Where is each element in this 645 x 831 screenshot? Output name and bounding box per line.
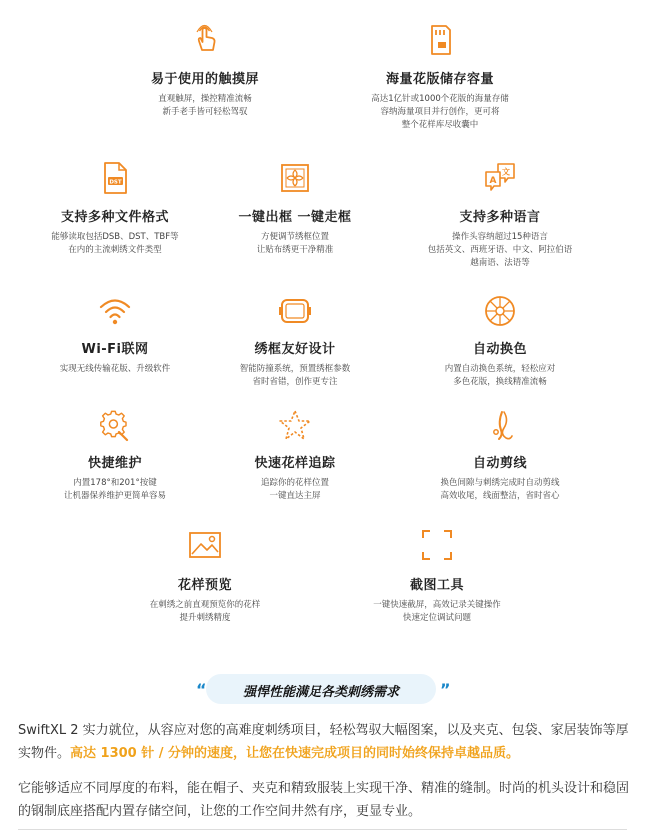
svg-text:DST: DST (109, 179, 122, 186)
divider (18, 829, 627, 830)
screenshot-icon (419, 527, 455, 563)
language-icon (482, 160, 518, 196)
dst-file-icon (97, 160, 133, 196)
feature-desc: 在刺绣之前直观预览你的花样 提升刺绣精度 (149, 600, 261, 623)
feature-title: 海量花版储存容量 (385, 72, 494, 87)
paragraph-highlight: 高达 1300 针 / 分钟的速度，让您在快速完成项目的同时始终保持卓越品质。 (70, 746, 520, 761)
feature-preview (130, 527, 280, 625)
feature-trace (225, 408, 365, 503)
feature-frame (225, 160, 365, 257)
feature-title: 快捷维护 (87, 456, 142, 471)
feature-hoop (225, 293, 365, 389)
feature-storage (340, 22, 540, 132)
feature-title: 绣框友好设计 (254, 342, 336, 357)
paragraph-text: SwiftXL 2 实力就位，从容应对您的高难度刺绣项目，轻松驾驭大幅图案，以及夹克、包袋、家居装饰等厚实物件。 (18, 723, 629, 761)
section-banner (196, 674, 456, 704)
feature-desc: 换色间隙与刺绣完成时自动剪线 高效收尾，线面整洁，省时省心 (440, 478, 560, 501)
feature-title: 一键出框 一键走框 (238, 210, 352, 225)
feature-desc: 实现无线传输花版、升级软件 (59, 364, 171, 374)
maintenance-gear-icon (97, 408, 133, 444)
paragraph-text: 它能够适应不同厚度的布料，能在帽子、夹克和精致服装上实现干净、精准的缝制。时尚的机头设计和稳固的钢制底座搭配内置存储空间，让您的工作空间井然有序，更显专业。 (18, 781, 630, 819)
feature-trim (425, 408, 575, 503)
thread-trim-icon (482, 408, 518, 444)
feature-title: 花样预览 (177, 578, 232, 593)
quote-open-icon: “ (196, 680, 207, 699)
banner-title: 强悍性能满足各类刺绣需求 (242, 685, 399, 700)
hoop-icon (277, 293, 313, 329)
feature-wifi (40, 293, 190, 376)
feature-color (430, 293, 570, 389)
feature-language (420, 160, 580, 270)
feature-title: 支持多种语言 (459, 210, 541, 225)
color-wheel-icon (482, 293, 518, 329)
feature-desc: 方便调节绣框位置 让贴布绣更干净精准 (256, 232, 334, 255)
feature-desc: 能够读取包括DSB、DST、TBF等 在内的主流刺绣文件类型 (51, 232, 179, 255)
trace-star-icon (277, 408, 313, 444)
feature-title: 快速花样追踪 (254, 456, 336, 471)
feature-maintenance (45, 408, 185, 503)
feature-desc: 追踪你的花样位置 一键直达主屏 (260, 478, 329, 501)
feature-desc: 操作头容纳超过15种语言 包括英文、西班牙语、中文、阿拉伯语 越南语、法语等 (427, 232, 573, 268)
feature-desc: 一键快速截屏，高效记录关键操作 快速定位调试问题 (373, 600, 501, 623)
svg-text:A: A (489, 176, 497, 186)
touch-hand-icon (187, 22, 223, 58)
intro-paragraph (18, 719, 630, 765)
detail-paragraph (18, 777, 630, 823)
feature-title: 截图工具 (409, 578, 464, 593)
embroidery-frame-icon (277, 160, 313, 196)
feature-desc: 内置自动换色系统，轻松应对 多色花版，换线精准流畅 (444, 364, 556, 387)
feature-touch (140, 22, 270, 119)
feature-screenshot (357, 527, 517, 625)
feature-title: 支持多种文件格式 (60, 210, 169, 225)
image-preview-icon (187, 527, 223, 563)
feature-title: 自动换色 (472, 342, 527, 357)
sd-card-icon (422, 22, 458, 58)
feature-desc: 高达1亿针或1000个花版的海量存储 容纳海量项目并行创作，更可将 整个花样库尽收囊中 (371, 94, 509, 130)
feature-desc: 智能防撞系统，预置绣框参数 省时省错，创作更专注 (239, 364, 351, 387)
feature-desc: 内置178°和201°按键 让机器保养维护更简单容易 (63, 478, 166, 501)
feature-title: 自动剪线 (472, 456, 527, 471)
feature-formats (45, 160, 185, 257)
wifi-icon (97, 293, 133, 329)
feature-title: Wi-Fi联网 (81, 342, 149, 357)
svg-text:文: 文 (502, 167, 510, 177)
quote-close-icon: ” (440, 680, 451, 699)
feature-desc: 直观触屏，操控精准流畅 新手老手皆可轻松驾驭 (158, 94, 252, 117)
feature-title: 易于使用的触摸屏 (150, 72, 259, 87)
